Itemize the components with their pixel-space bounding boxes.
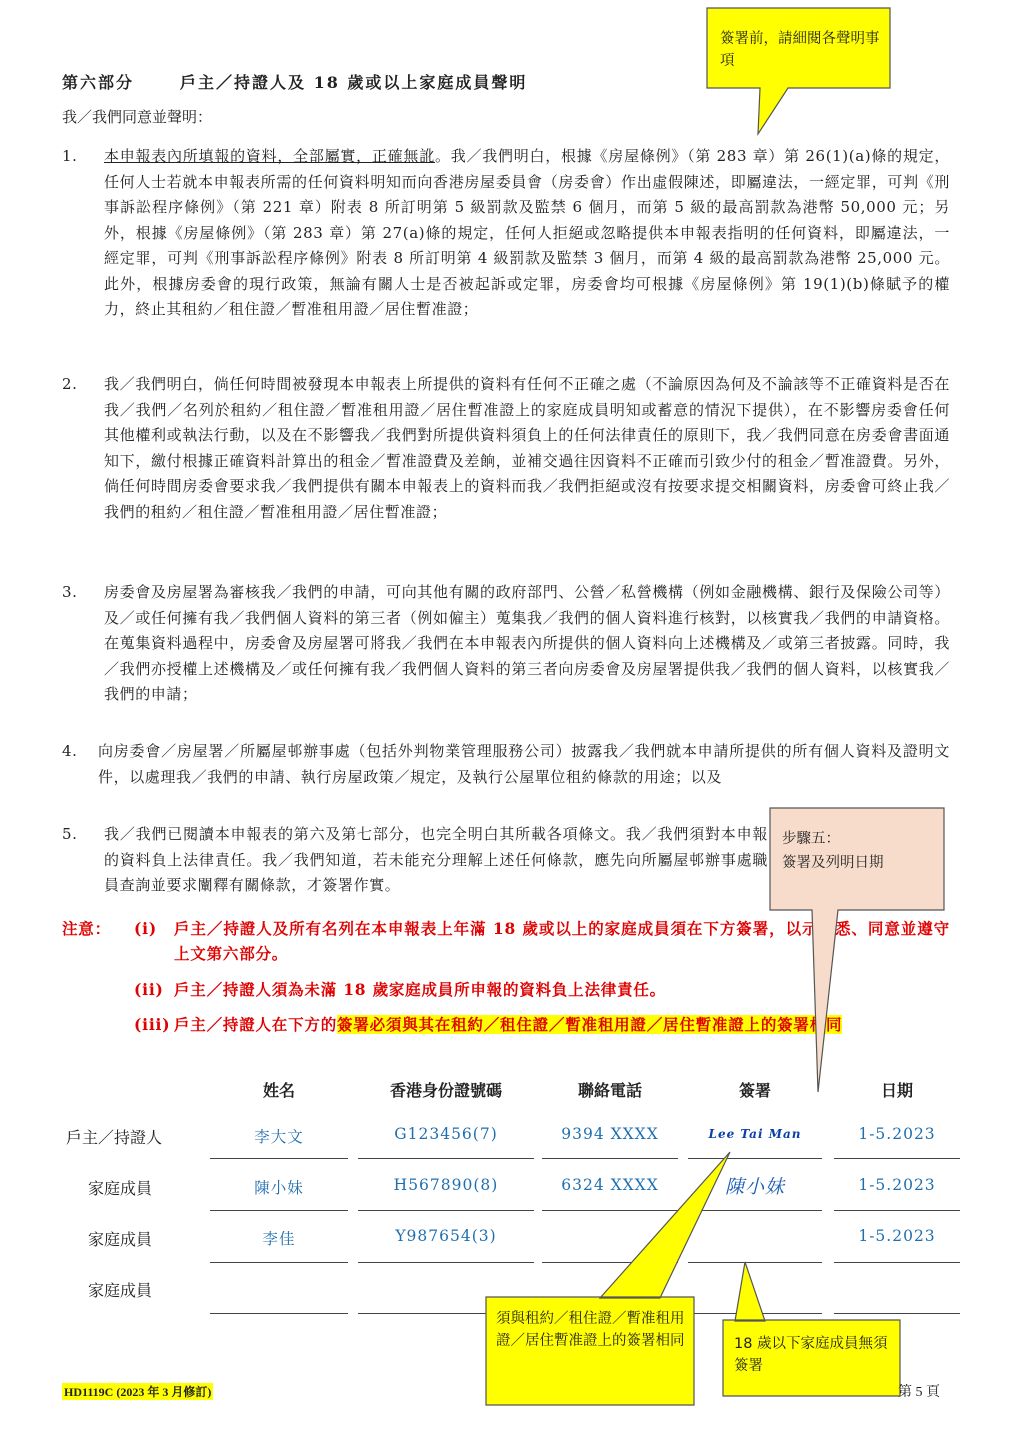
item-number: 3. — [62, 583, 78, 601]
form-code: HD1119C (2023 年 3 月修訂) — [64, 1385, 212, 1399]
note-2-number: (ii) — [134, 980, 164, 999]
item-text: 向房委會／房屋署／所屬屋邨辦事處（包括外判物業管理服務公司）披露我／我們就本申請所提供的所有個人資料及證明文件，以處理我／我們的申請、執行房屋政策／規定，及執行公屋單位租約條款的用途；以及 — [98, 742, 950, 786]
page-number: 第 5 頁 — [898, 1385, 940, 1400]
item-number: 5. — [62, 825, 78, 843]
notes-label: 注意： — [62, 919, 111, 938]
highlighted-requirement: 簽署必須與其在租約／租住證／暫准租用證／居住暫准證上的簽署相同 — [337, 1015, 843, 1034]
callout-top-text: 簽署前，請細閱各聲明事項 — [720, 31, 880, 69]
header-date: 日期 — [880, 1081, 913, 1100]
callout-step5-line1: 步驟五： — [782, 831, 840, 847]
name-field[interactable]: 李佳 — [262, 1230, 296, 1248]
callout-step5-shape — [770, 808, 944, 1092]
item-text: 。我／我們明白，根據《房屋條例》（第 283 章）第 26(1)(a)條的規定，任何人士若就本申報表所需的任何資料明知而向香港房屋委員會（房委會）作出虛假陳述，即屬違法，一經定罪，可判《刑事訴訟程序條例》（第 221 章）附表 8 所訂明第 5 級罰款及監禁 6 個月，而第 5 級的最高罰款為港幣 50,000 元；另外，根據《房屋條例》（第 283 章）第 27(a)條的規定，任何人拒絕或忽略提供本申報表指明的任何資料，即屬違法，一經定罪，可判《刑事訴訟程序條例》附表 8 所訂明第 4 級罰款及監禁 3 個月，而第 4 級的最高罰款為港幣 25,000 元。此外，根據房委會的現行政策，無論有關人士是否被起訴或定罪，房委會均可根據《房屋條例》第 19(1)(b)條賦予的權力，終止其租約／租住證／暫准租用證／居住暫准證； — [104, 147, 950, 318]
name-field[interactable]: 陳小妹 — [254, 1179, 304, 1197]
header-hkid: 香港身份證號碼 — [389, 1081, 502, 1100]
signature-field[interactable]: 陳小妹 — [724, 1176, 785, 1198]
item-underlined-text: 本申報表內所填報的資料，全部屬實，正確無訛 — [104, 147, 435, 165]
item-text: 我／我們已閱讀本申報表的第六及第七部分，也完全明白其所載各項條文。我／我們須對本申報的資料負上法律責任。我／我們知道，若未能充分理解上述任何條款，應先向所屬屋邨辦事處職員查詢並要求闡釋有關條款，才簽署作實。 — [104, 825, 768, 894]
phone-field[interactable]: 6324 XXXX — [561, 1176, 659, 1194]
hkid-field[interactable]: G123456(7) — [394, 1125, 498, 1143]
row-label-member: 家庭成員 — [88, 1179, 153, 1198]
hkid-field[interactable]: Y987654(3) — [395, 1227, 497, 1245]
item-number: 4. — [62, 742, 78, 760]
date-field[interactable]: 1-5.2023 — [858, 1227, 936, 1245]
item-text: 房委會及房屋署為審核我／我們的申請，可向其他有關的政府部門、公營／私營機構（例如金融機構、銀行及保險公司等）及／或任何擁有我／我們個人資料的第三者（例如僱主）蒐集我／我們的個人資料進行核對，以核實我／我們的申請資格。在蒐集資料過程中，房委會及房屋署可將我／我們在本申報表內所提供的個人資料向上述機構及／或第三者披露。同時，我／我們亦授權上述機構及／或任何擁有我／我們個人資料的第三者向房委會及房屋署提供我／我們的個人資料，以核實我／我們的申請； — [104, 583, 950, 703]
section-number: 第六部分 — [62, 73, 135, 92]
hkid-field[interactable]: H567890(8) — [393, 1176, 499, 1194]
row-label-member: 家庭成員 — [88, 1281, 153, 1300]
note-3-number: (iii) — [134, 1015, 171, 1034]
note-1-text: 戶主／持證人及所有名列在本申報表上年滿 18 歲或以上的家庭成員須在下方簽署，以示知悉、同意並遵守上文第六部分。 — [174, 919, 950, 963]
item-number: 2. — [62, 375, 78, 393]
declaration-intro: 我／我們同意並聲明： — [62, 108, 213, 126]
callout-under18-text: 18 歲以下家庭成員無須簽署 — [734, 1336, 888, 1374]
callout-same-signature-text: 須與租約／租住證／暫准租用證／居住暫准證上的簽署相同 — [496, 1311, 685, 1349]
callout-signature-shape — [486, 1152, 730, 1405]
item-number: 1. — [62, 147, 78, 165]
header-signature: 簽署 — [738, 1081, 771, 1100]
callout-step5-line2: 簽署及列明日期 — [782, 855, 884, 871]
row-label-head: 戶主／持證人 — [66, 1128, 163, 1147]
signature-field[interactable]: Lee Tai Man — [708, 1127, 802, 1141]
note-3-text: 戶主／持證人在下方的簽署必須與其在租約／租住證／暫准租用證／居住暫准證上的簽署相同 — [174, 1015, 843, 1034]
note-1-number: (i) — [134, 919, 157, 938]
header-phone: 聯絡電話 — [577, 1081, 642, 1100]
name-field[interactable]: 李大文 — [254, 1128, 304, 1146]
date-field[interactable]: 1-5.2023 — [858, 1125, 936, 1143]
date-field[interactable]: 1-5.2023 — [858, 1176, 936, 1194]
note-2-text: 戶主／持證人須為未滿 18 歲家庭成員所申報的資料負上法律責任。 — [174, 980, 666, 999]
row-label-member: 家庭成員 — [88, 1230, 153, 1249]
item-text: 我／我們明白，倘任何時間被發現本申報表上所提供的資料有任何不正確之處（不論原因為何及不論該等不正確資料是否在我／我們／名列於租約／租住證／暫准租用證／居住暫准證上的家庭成員明知或蓄意的情況下提供），在不影響房委會任何其他權利或執法行動，以及在不影響我／我們對所提供資料須負上的任何法律責任的原則下，我／我們同意在房委會書面通知下，繳付根據正確資料計算出的租金／暫准證費及差餉，並補交過往因資料不正確而引致少付的租金／暫准證費。另外，倘任何時間房委會要求我／我們提供有關本申報表上的資料而我／我們拒絕或沒有按要求提交相關資料，房委會可終止我／我們的租約／租住證／暫准租用證／居住暫准證； — [104, 375, 950, 521]
phone-field[interactable]: 9394 XXXX — [561, 1125, 659, 1143]
section-heading: 戶主／持證人及 18 歲或以上家庭成員聲明 — [180, 73, 528, 92]
header-name: 姓名 — [262, 1081, 295, 1100]
